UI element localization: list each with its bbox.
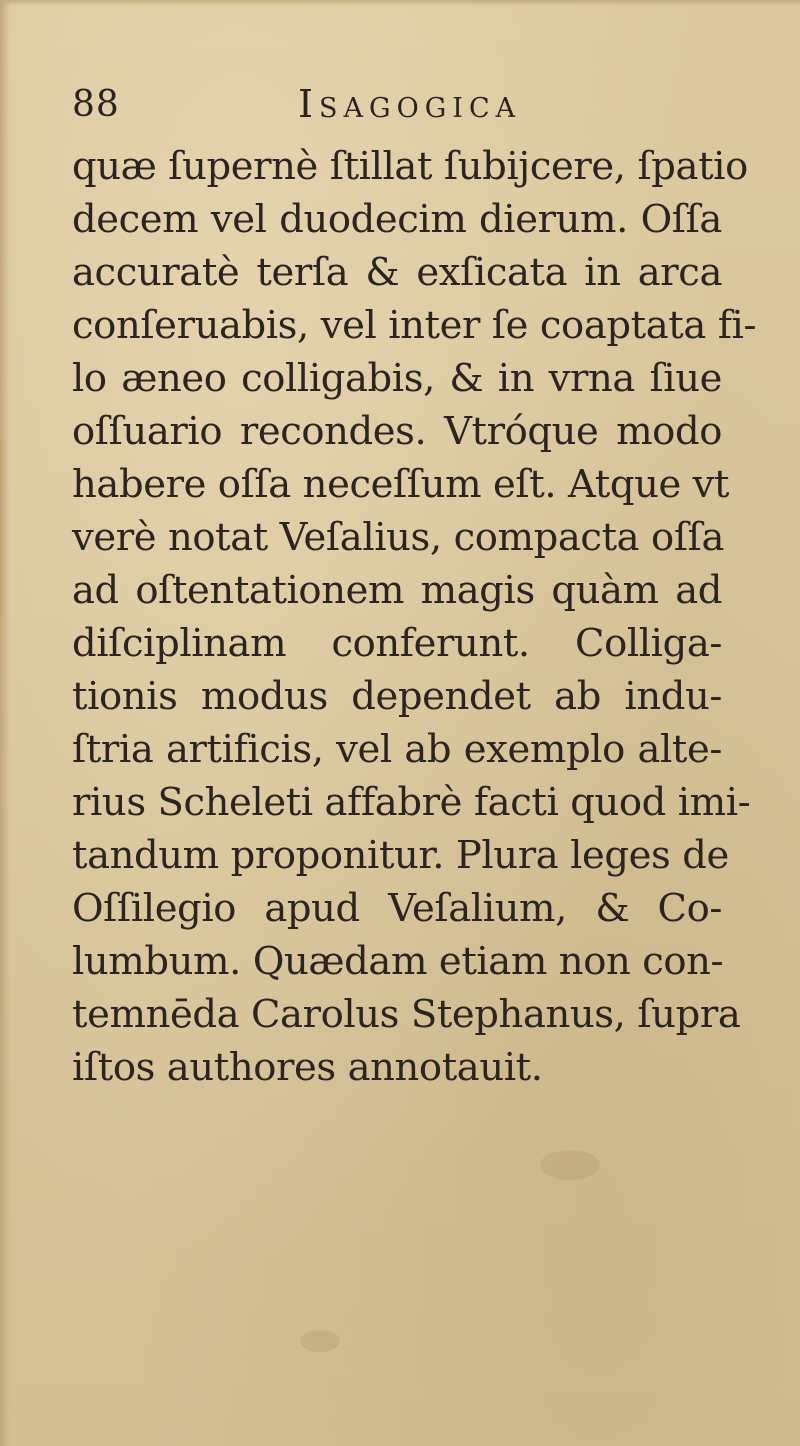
text-line: oſſuario recondes. Vtróque modo xyxy=(72,409,722,454)
page-number: 88 xyxy=(72,84,120,125)
text-line: ad oſtentationem magis quàm ad xyxy=(72,568,722,613)
text-line: rius Scheleti affabrè facti quod imi- xyxy=(72,780,751,825)
paper-stain xyxy=(300,1330,340,1352)
page-top-edge xyxy=(0,0,800,6)
paper-stain xyxy=(540,1150,600,1180)
text-line: habere oſſa neceſſum eſt. Atque vt xyxy=(72,462,730,507)
text-line: decem vel duodecim dierum. Oſſa xyxy=(72,197,722,242)
text-line: accuratè terſa & exſicata in arca xyxy=(72,250,722,295)
text-line: lumbum. Quædam etiam non con- xyxy=(72,939,724,984)
text-line: ſtria artificis, vel ab exemplo alte- xyxy=(72,727,722,772)
text-line: conſeruabis, vel inter ſe coaptata fi- xyxy=(72,303,757,348)
body-text xyxy=(72,140,757,1094)
text-line: tandum proponitur. Plura leges de xyxy=(72,833,729,878)
text-line: verè notat Veſalius, compacta oſſa xyxy=(72,515,725,560)
page-header xyxy=(72,78,712,134)
text-line: quæ ſupernè ſtillat ſubijcere, ſpatio xyxy=(72,144,748,189)
text-line: iſtos authores annotauit. xyxy=(72,1045,543,1090)
text-line: lo æneo colligabis, & in vrna ſiue xyxy=(72,356,722,401)
text-line: Oſſilegio apud Veſalium, & Co- xyxy=(72,886,722,931)
text-line: diſciplinam conferunt. Colliga- xyxy=(72,621,722,666)
text-line: temnēda Carolus Stephanus, ſupra xyxy=(72,992,741,1037)
page-edge-shadow xyxy=(0,0,10,1446)
running-title: Isagogica xyxy=(298,82,522,126)
text-line: tionis modus dependet ab indu- xyxy=(72,674,722,719)
